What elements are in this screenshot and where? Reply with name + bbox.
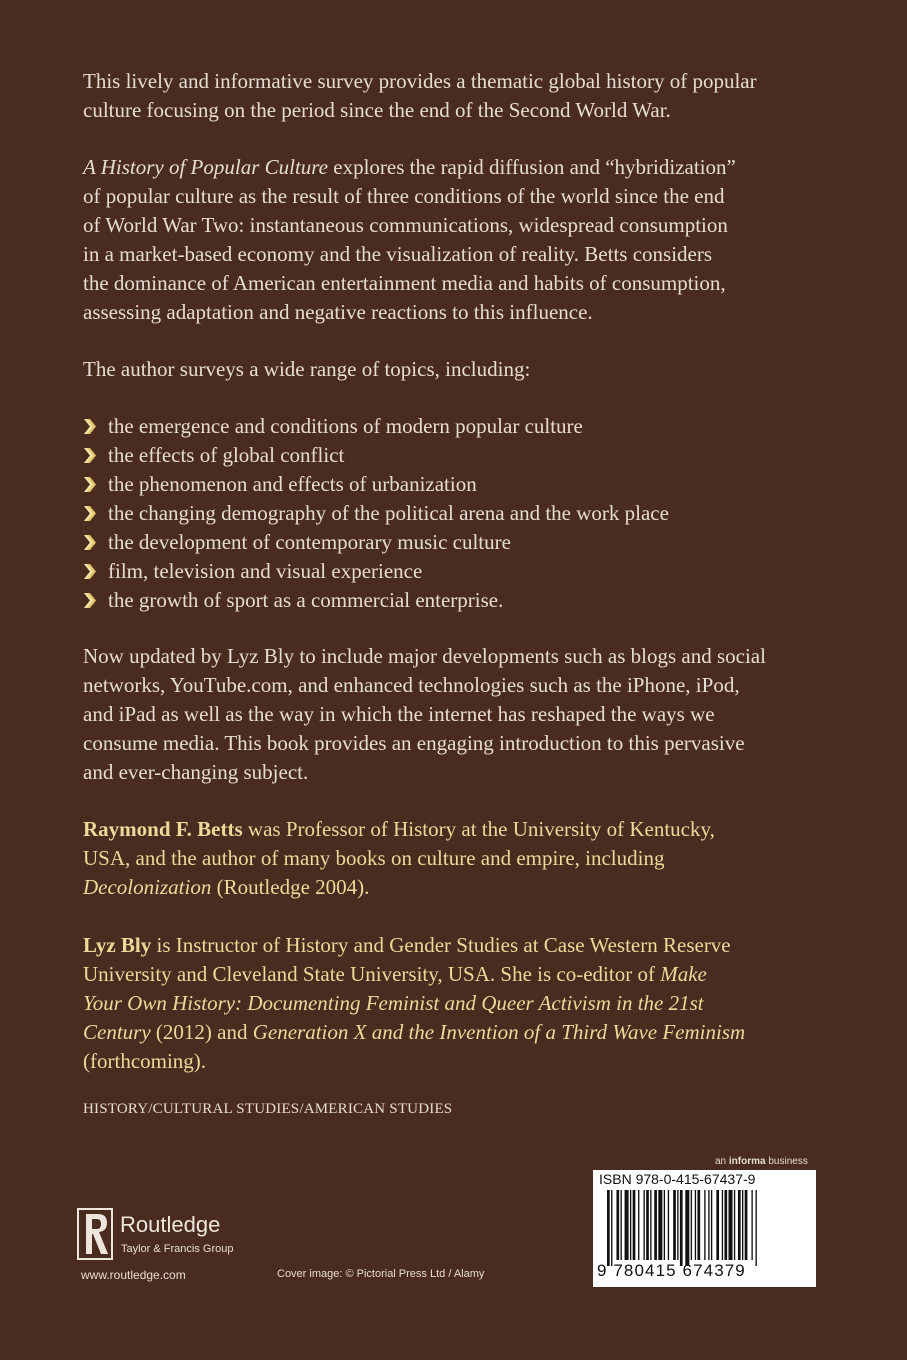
barcode-bar [650, 1190, 651, 1260]
barcode-bar [685, 1190, 689, 1266]
barcode-bar [658, 1190, 662, 1260]
barcode-bar [643, 1190, 644, 1260]
barcode-bar [722, 1190, 723, 1260]
barcode-bar [638, 1190, 639, 1260]
barcode-bars [593, 1190, 816, 1266]
list-item [83, 441, 843, 470]
chevron-bullet-icon [83, 448, 97, 463]
barcode-bar [729, 1190, 733, 1260]
topic-text: the emergence and conditions of modern popular culture [108, 414, 583, 438]
list-item [83, 586, 843, 615]
informa-tagline [715, 1156, 808, 1167]
isbn-label: ISBN 978-0-415-67437-9 [599, 1171, 756, 1187]
barcode-bar [633, 1190, 636, 1260]
barcode-bar [711, 1190, 712, 1260]
update-line: networks, YouTube.com, and enhanced technologies such as the iPhone, iPod, [83, 673, 740, 697]
informa-suffix: business [765, 1156, 808, 1167]
book-title: Decolonization [83, 875, 212, 899]
barcode-bar [677, 1190, 678, 1260]
bio-line [83, 873, 823, 902]
description-line: of World War Two: instantaneous communications, widespread consumption [83, 213, 728, 237]
bio-line [83, 960, 823, 989]
list-item [83, 528, 843, 557]
description-line: of popular culture as the result of three conditions of the world since the end [83, 184, 725, 208]
publisher-name: Routledge [120, 1212, 221, 1237]
author-name: Raymond F. Betts [83, 817, 243, 841]
intro-paragraph [83, 67, 823, 125]
description-text: explores the rapid diffusion and “hybridization” [328, 155, 736, 179]
bio-text: (Routledge 2004). [211, 875, 370, 899]
chevron-bullet-icon [83, 477, 97, 492]
update-paragraph [83, 642, 823, 787]
update-line: and iPad as well as the way in which the internet has reshaped the ways we [83, 702, 715, 726]
chevron-bullet-icon [83, 593, 97, 608]
chevron-bullet-icon [83, 535, 97, 550]
barcode-bar [697, 1190, 700, 1260]
subject-category: HISTORY/CULTURAL STUDIES/AMERICAN STUDIES [83, 1101, 453, 1117]
topics-list [83, 412, 843, 615]
description-line: the dominance of American entertainment media and habits of consumption, [83, 271, 726, 295]
routledge-logo-icon [77, 1208, 113, 1260]
bio-line [83, 931, 823, 960]
informa-prefix: an [715, 1156, 729, 1167]
barcode-bar [734, 1190, 735, 1260]
barcode-bar [716, 1190, 719, 1260]
barcode-bar [745, 1190, 748, 1260]
bio-line: (forthcoming). [83, 1049, 207, 1073]
topics-intro-text: The author surveys a wide range of topics, including: [83, 357, 531, 381]
list-item [83, 557, 843, 586]
author-bio-bly [83, 931, 823, 1076]
barcode-bar [756, 1190, 757, 1266]
publisher-group: Taylor & Francis Group [121, 1243, 234, 1255]
topics-intro [83, 355, 823, 384]
bio-line [83, 815, 823, 844]
update-line: Now updated by Lyz Bly to include major developments such as blogs and social [83, 644, 766, 668]
topic-text: the development of contemporary music culture [108, 530, 511, 554]
author-bio-betts [83, 815, 823, 902]
barcode-bar [751, 1190, 752, 1260]
barcode-bar [630, 1190, 631, 1260]
barcode-bar [680, 1190, 683, 1266]
chevron-bullet-icon [83, 419, 97, 434]
bio-text: was Professor of History at the University of Kentucky, [242, 817, 715, 841]
bio-text: is Instructor of History and Gender Studies at Case Western Reserve [151, 933, 731, 957]
publisher-url[interactable]: www.routledge.com [81, 1268, 186, 1282]
barcode [593, 1170, 816, 1287]
book-title: Century [83, 1020, 151, 1044]
description-paragraph [83, 153, 823, 327]
barcode-bar [668, 1190, 669, 1260]
barcode-bar [695, 1190, 696, 1260]
barcode-bar [625, 1190, 629, 1260]
barcode-bar [708, 1190, 709, 1260]
barcode-bar [621, 1190, 622, 1260]
barcode-bar [654, 1190, 657, 1260]
book-title: Make [660, 962, 707, 986]
barcode-bar [724, 1190, 727, 1260]
barcode-bar [611, 1190, 612, 1266]
book-title: Generation X and the Invention of a Third Wave Feminism [252, 1020, 746, 1044]
cover-credit: Cover image: © Pictorial Press Ltd / Alamy [277, 1268, 485, 1280]
barcode-bar [691, 1190, 692, 1260]
bio-text: (2012) and [150, 1020, 253, 1044]
barcode-bar [607, 1190, 610, 1266]
barcode-bar [742, 1190, 743, 1260]
barcode-bar [646, 1190, 649, 1260]
bio-text: University and Cleveland State University, USA. She is co-editor of [83, 962, 661, 986]
topic-text: the changing demography of the political arena and the work place [108, 501, 669, 525]
bio-line: USA, and the author of many books on culture and empire, including [83, 846, 665, 870]
bio-line: Your Own History: Documenting Feminist and Queer Activism in the 21st [83, 991, 704, 1015]
bio-line [83, 1018, 823, 1047]
barcode-digits: 9 780415 674379 [597, 1261, 746, 1280]
book-title: A History of Popular Culture [83, 155, 329, 179]
description-line: assessing adaptation and negative reactions to this influence. [83, 300, 593, 324]
description-line [83, 153, 823, 182]
barcode-bar [616, 1190, 619, 1260]
author-name: Lyz Bly [83, 933, 152, 957]
barcode-bar [673, 1190, 676, 1260]
update-line: and ever-changing subject. [83, 760, 309, 784]
intro-line: culture focusing on the period since the end of the Second World War. [83, 98, 671, 122]
topic-text: the growth of sport as a commercial enterprise. [108, 588, 504, 612]
topic-text: the phenomenon and effects of urbanization [108, 472, 477, 496]
list-item [83, 470, 843, 499]
description-line: in a market-based economy and the visualization of reality. Betts considers [83, 242, 713, 266]
chevron-bullet-icon [83, 506, 97, 521]
barcode-bar [704, 1190, 705, 1260]
topic-text: the effects of global conflict [108, 443, 345, 467]
barcode-bar [664, 1190, 665, 1260]
list-item [83, 499, 843, 528]
topic-text: film, television and visual experience [108, 559, 423, 583]
chevron-bullet-icon [83, 564, 97, 579]
intro-line: This lively and informative survey provides a thematic global history of popular [83, 69, 757, 93]
update-line: consume media. This book provides an engaging introduction to this pervasive [83, 731, 745, 755]
informa-brand: informa [728, 1156, 766, 1167]
barcode-bar [738, 1190, 741, 1260]
list-item [83, 412, 843, 441]
